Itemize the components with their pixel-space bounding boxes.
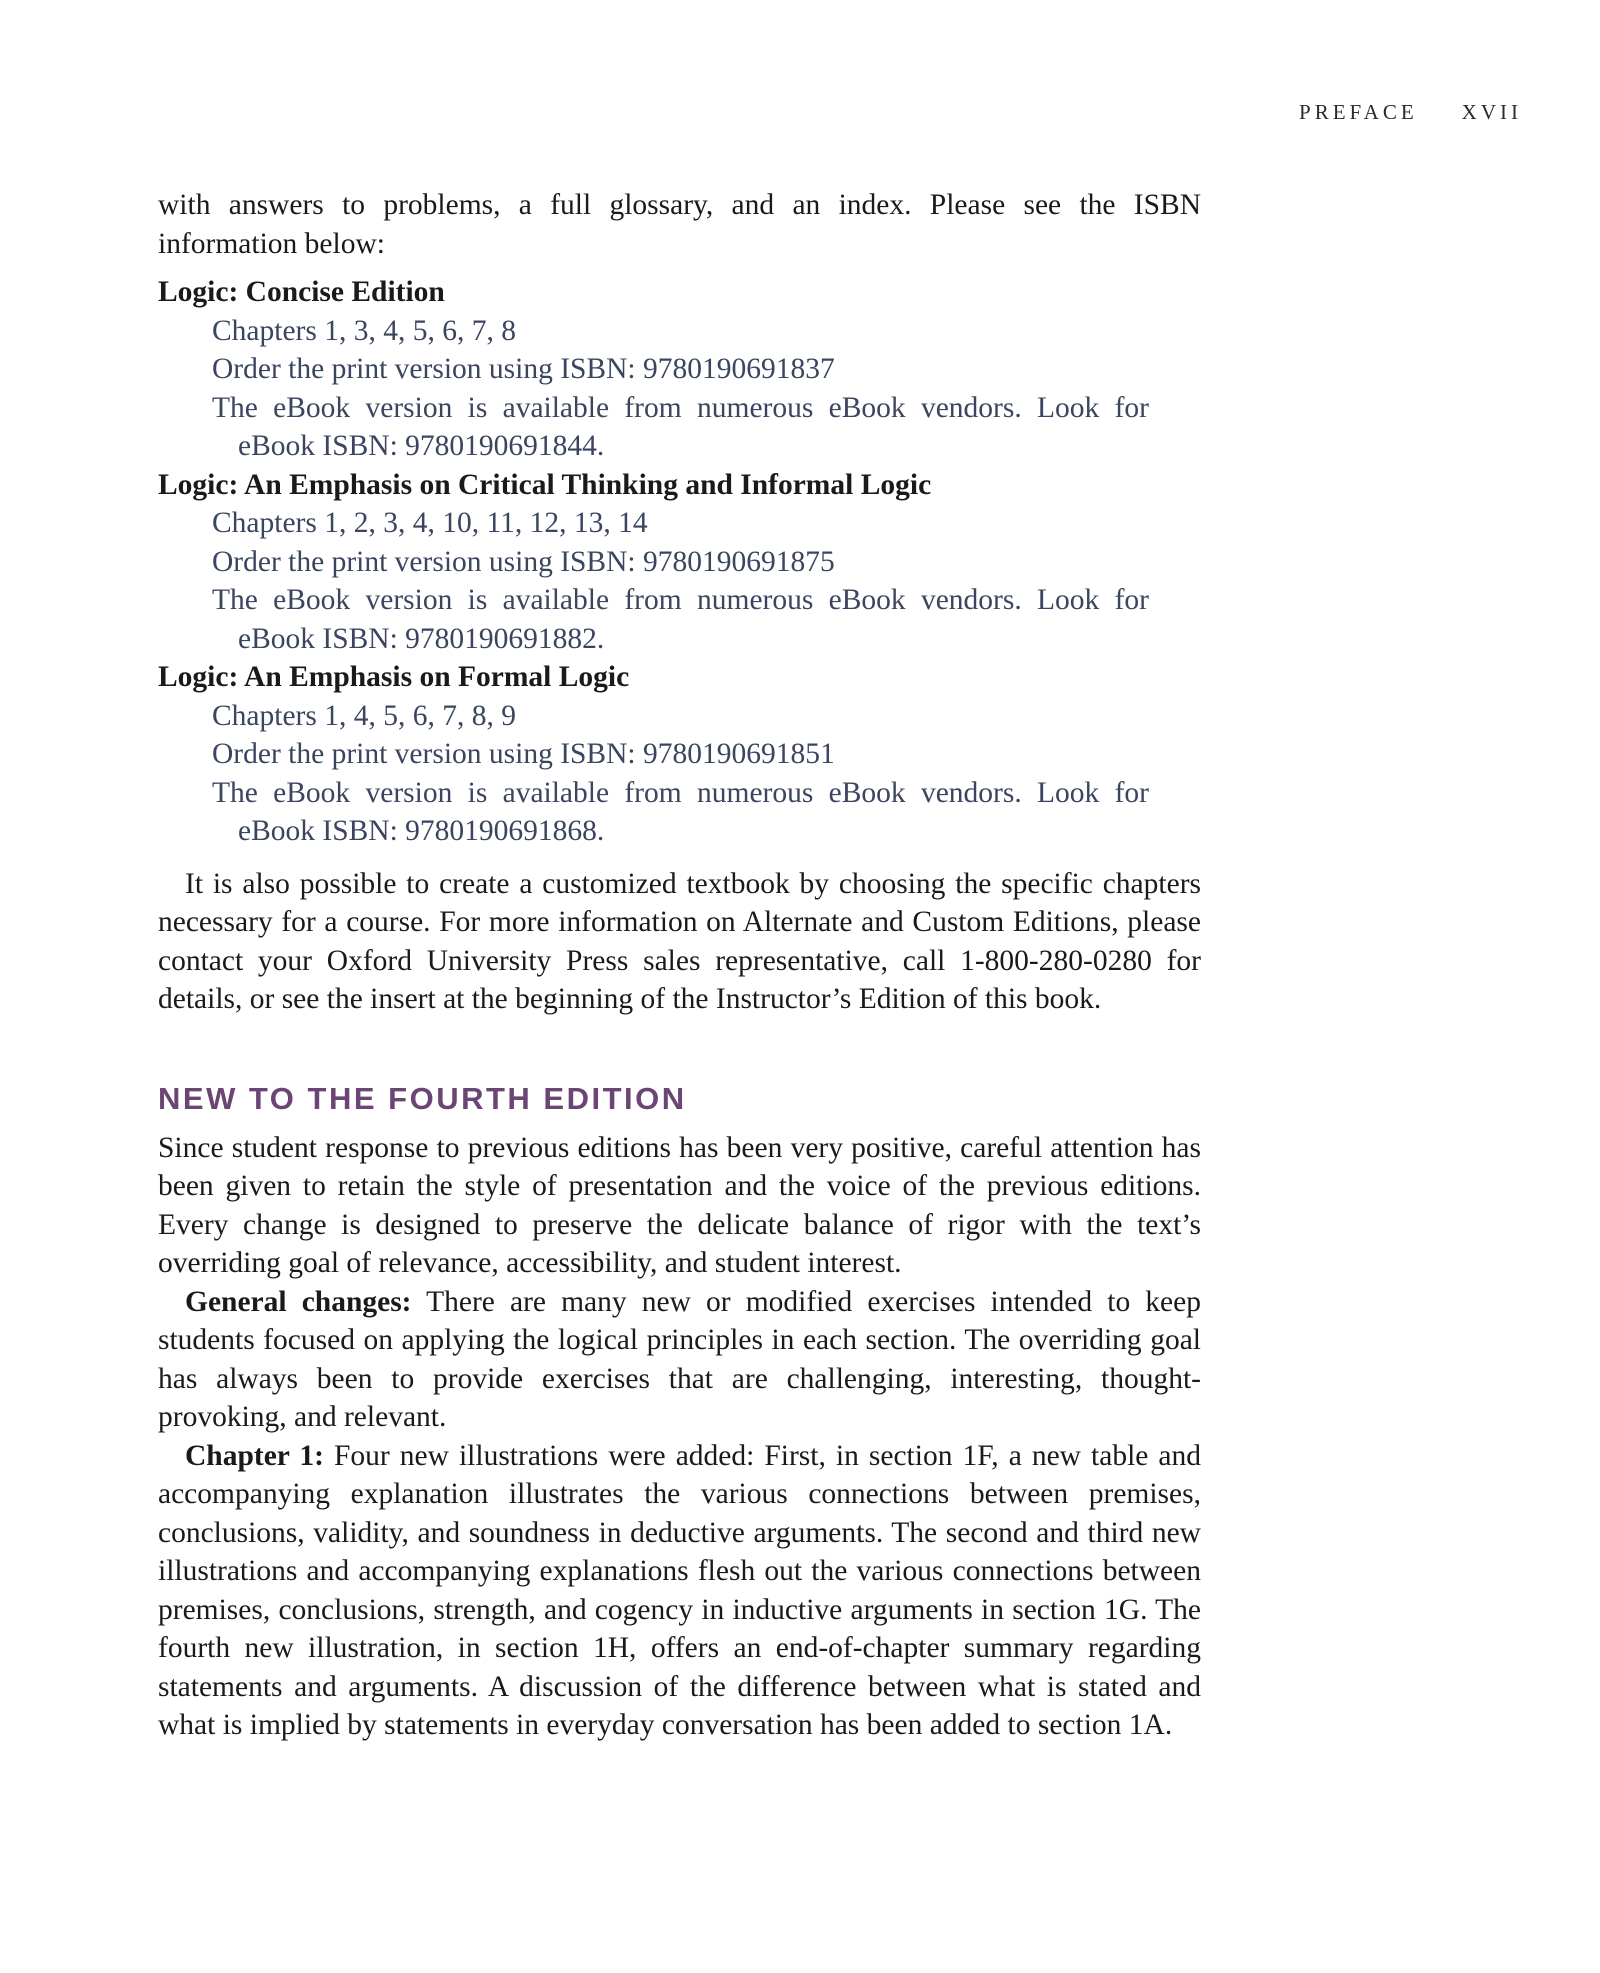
edition-chapters: Chapters 1, 3, 4, 5, 6, 7, 8 bbox=[212, 314, 516, 347]
custom-edition-paragraph: It is also possible to create a customized textbook by choosing the specific chapters necessary for a course. For more information on Alternate and Custom Editions, please contact your Oxford University Press sales representative, call 1-800-280-0280 for details, or see the insert at the beginning of the Instructor’s Edition of this book. bbox=[158, 867, 1201, 1015]
new-edition-intro-paragraph: Since student response to previous editions has been very positive, careful attention has been given to retain the style of presentation and the voice of the previous editions. Every change is designed to preserve the delicate balance of rigor with the text’s overriding goal of relevance, accessibility, and student interest. bbox=[158, 1131, 1201, 1279]
edition-entry bbox=[158, 658, 1201, 851]
running-head-section: PREFACE bbox=[1299, 100, 1418, 124]
chapter1-paragraph bbox=[158, 1437, 1201, 1745]
edition-ebook-isbn: The eBook version is available from numerous eBook vendors. Look for eBook ISBN: 9780190691844. bbox=[212, 391, 1149, 462]
chapter1-text: Four new illustrations were added: First, in section 1F, a new table and accompanying explanation illustrates the various connections between premises, conclusions, validity, and soundness in deductive arguments. The second and third new illustrations and accompanying explanations flesh out the various connections between premises, conclusions, strength, and cogency in inductive arguments in section 1G. The fourth new illustration, in section 1H, offers an end-of-chapter summary regarding statements and arguments. A discussion of the difference between what is stated and what is implied by statements in everyday conversation has been added to section 1A. bbox=[158, 1439, 1201, 1741]
edition-title: Logic: Concise Edition bbox=[158, 276, 445, 308]
chapter1-label: Chapter 1: bbox=[185, 1439, 324, 1472]
edition-print-isbn: Order the print version using ISBN: 9780190691875 bbox=[212, 545, 835, 578]
edition-print-isbn: Order the print version using ISBN: 9780190691851 bbox=[212, 738, 835, 770]
page-number: XVII bbox=[1461, 100, 1522, 124]
running-head bbox=[1299, 100, 1522, 125]
edition-list bbox=[158, 273, 1201, 851]
intro-paragraph: with answers to problems, a full glossary, and an index. Please see the ISBN information below: bbox=[158, 189, 1201, 260]
general-changes-text: There are many new or modified exercises intended to keep students focused on applying the logical principles in each section. The overriding goal has always been to provide exercises that are challenging, interesting, thought-provoking, and relevant. bbox=[158, 1285, 1201, 1433]
general-changes-label: General changes: bbox=[185, 1285, 412, 1318]
section-heading: NEW TO THE FOURTH EDITION bbox=[158, 1080, 687, 1116]
general-changes-paragraph bbox=[158, 1283, 1201, 1437]
edition-ebook-isbn: The eBook version is available from numerous eBook vendors. Look for eBook ISBN: 9780190691868. bbox=[212, 776, 1149, 847]
edition-chapters: Chapters 1, 2, 3, 4, 10, 11, 12, 13, 14 bbox=[212, 507, 648, 539]
text-column bbox=[158, 186, 1201, 1745]
edition-entry bbox=[158, 273, 1201, 466]
edition-print-isbn: Order the print version using ISBN: 9780190691837 bbox=[212, 353, 835, 385]
edition-entry bbox=[158, 466, 1201, 659]
edition-chapters: Chapters 1, 4, 5, 6, 7, 8, 9 bbox=[212, 699, 516, 732]
edition-ebook-isbn: The eBook version is available from numerous eBook vendors. Look for eBook ISBN: 9780190691882. bbox=[212, 584, 1149, 655]
edition-title: Logic: An Emphasis on Formal Logic bbox=[158, 661, 630, 693]
edition-title: Logic: An Emphasis on Critical Thinking and Informal Logic bbox=[158, 468, 932, 501]
